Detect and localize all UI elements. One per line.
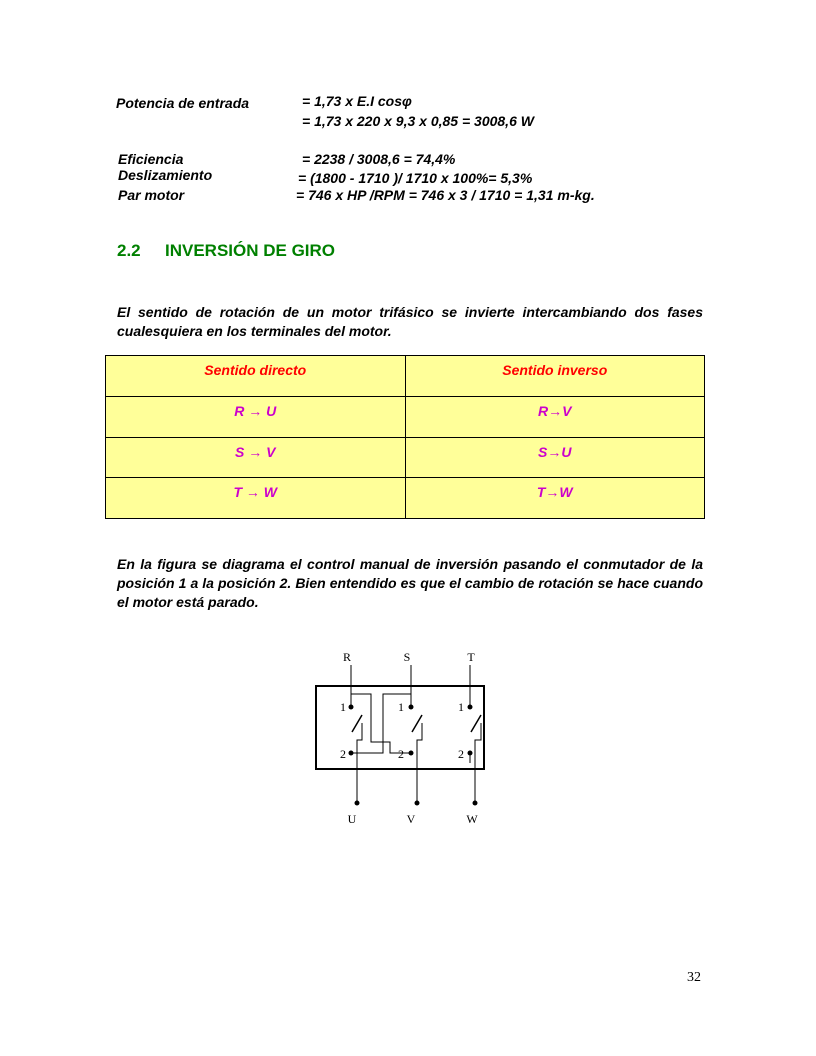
figure-description-paragraph: En la figura se diagrama el control manual de inversión pasando el conmutador de la posición 1 a la posición 2. Bien entendido es que el cambio de rotación se hace cuando el motor está parado.: [117, 556, 703, 610]
output-label-u: U: [347, 812, 357, 826]
table-header-row: [106, 356, 705, 397]
table-row: [106, 478, 705, 519]
position-1-label: 1: [458, 700, 464, 714]
position-2-label: 2: [340, 747, 346, 761]
table-cell: S → V: [106, 437, 406, 478]
table-cell: S→U: [405, 437, 705, 478]
rotation-table: [105, 355, 705, 519]
eficiencia-label: Eficiencia: [118, 151, 184, 167]
intro-paragraph: El sentido de rotación de un motor trifásico se invierte intercambiando dos fases cualesquiera en los terminales del motor.: [117, 304, 703, 339]
reversing-switch-diagram: [310, 645, 552, 835]
potencia-label: Potencia de entrada: [116, 95, 250, 111]
par-motor-value: = 746 x HP /RPM = 746 x 3 / 1710 = 1,31 m-kg.: [296, 187, 595, 203]
position-1-label: 1: [398, 700, 404, 714]
table-row: [106, 437, 705, 478]
table-cell: R→V: [405, 396, 705, 437]
header-sentido-directo: Sentido directo: [106, 356, 406, 397]
par-motor-label: Par motor: [118, 187, 185, 203]
output-label-w: W: [466, 812, 478, 826]
output-label-v: V: [406, 812, 416, 826]
input-label-r: R: [342, 650, 352, 664]
input-label-s: S: [403, 650, 411, 664]
potencia-formula: = 1,73 x E.I cosφ: [302, 93, 412, 109]
section-title: INVERSIÓN DE GIRO: [165, 241, 336, 260]
position-1-label: 1: [340, 700, 346, 714]
table-row: [106, 396, 705, 437]
table-cell: R → U: [106, 396, 406, 437]
section-number: 2.2: [117, 241, 141, 260]
header-sentido-inverso: Sentido inverso: [405, 356, 705, 397]
potencia-calculation: = 1,73 x 220 x 9,3 x 0,85 = 3008,6 W: [302, 113, 534, 129]
deslizamiento-value: = (1800 - 1710 )/ 1710 x 100%= 5,3%: [298, 170, 533, 186]
position-2-label: 2: [398, 747, 404, 761]
table-cell: T→W: [405, 478, 705, 519]
position-2-label: 2: [458, 747, 464, 761]
table-cell: T → W: [106, 478, 406, 519]
deslizamiento-label: Deslizamiento: [118, 167, 213, 183]
page-number: 32: [687, 970, 701, 985]
input-label-t: T: [467, 650, 475, 664]
eficiencia-value: = 2238 / 3008,6 = 74,4%: [302, 151, 456, 167]
